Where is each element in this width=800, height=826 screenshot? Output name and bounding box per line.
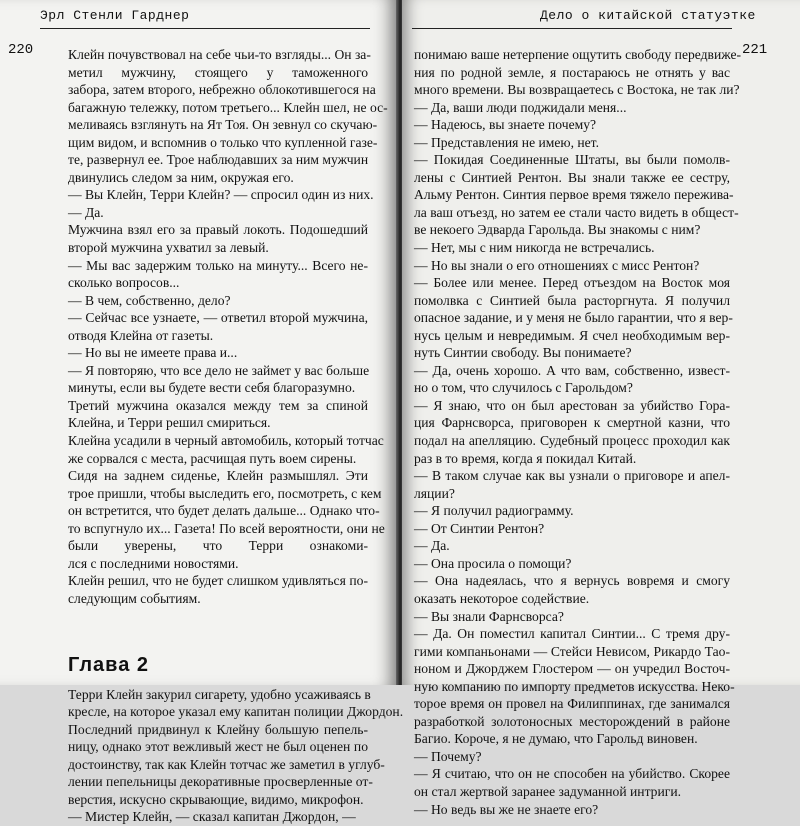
text-line: понимаю ваше нетерпение ощутить свободу передвиже-: [414, 47, 742, 62]
text-line: забора, затем второго, небрежно облокотившегося на: [68, 82, 376, 98]
text-line: — Она просила о помощи?: [414, 555, 572, 571]
text-line: Третий мужчина оказался между тем за спиной: [68, 397, 368, 413]
text-line: трое пришли, чтобы выследить его, посмотреть, с кем: [68, 485, 382, 501]
text-line: — Мы вас задержим только на минуту... Всего не-: [68, 257, 368, 273]
text-line: оказать некоторое содействие.: [414, 590, 590, 606]
text-line: разработкой золотоносных месторождений в районе: [414, 713, 730, 729]
text-line: — Нет, мы с ним никогда не встречались.: [414, 240, 655, 256]
text-line: ла ваш отъезд, но затем ее стали часто видеть в общест-: [414, 204, 739, 220]
text-line: Клейна, и Терри решил смириться.: [68, 415, 271, 431]
text-line: он стал жертвой заранее задуманной интриги.: [414, 783, 681, 799]
right-running-head: Дело о китайской статуэтке: [540, 8, 756, 23]
text-line: те, развернул ее. Трое наблюдавших за ним мужчин: [68, 152, 369, 168]
text-line: — Вы Клейн, Терри Клейн? — спросил один из них.: [68, 187, 374, 203]
text-line: — Но вы не имеете права и...: [68, 345, 238, 361]
left-running-head: Эрл Стенли Гарднер: [40, 8, 190, 23]
text-line: Мужчина взял его за правый локоть. Подошедший: [68, 222, 368, 238]
text-line: — Я получил радиограмму.: [414, 503, 574, 519]
text-line: ния по родной земле, я постараюсь не отнять у вас: [414, 64, 730, 80]
text-line: — Надеюсь, вы знаете почему?: [414, 117, 597, 133]
text-line: — Но ведь вы же не знаете его?: [414, 801, 599, 817]
text-line: — Почему?: [414, 748, 482, 764]
right-body: [414, 46, 742, 818]
text-line: — Представления не имею, нет.: [414, 134, 600, 150]
text-line: — В таком случае как вы узнали о приговоре и апел-: [414, 468, 730, 484]
text-line: отводя Клейна от газеты.: [68, 327, 214, 343]
text-line: ляции?: [414, 485, 455, 501]
text-line: сколько вопросов...: [68, 275, 180, 291]
text-line: лся с последними новостями.: [68, 555, 239, 571]
text-line: Багио. Короче, я не думаю, что Гарольд виновен.: [414, 731, 698, 747]
text-line: нуть Синтии свободу. Вы понимаете?: [414, 345, 632, 361]
text-line: — Да, ваши люди поджидали меня...: [414, 99, 627, 115]
right-header-rule: [412, 28, 732, 29]
text-line: следующим событиям.: [68, 590, 201, 606]
text-line: — Да.: [68, 204, 104, 220]
text-line: лены с Синтией Рентон. Вы знали также ее сестру,: [414, 169, 730, 185]
text-line: же сорвался с места, расчищая путь воем сирены.: [68, 450, 357, 466]
text-line: меливаясь взглянуть на Ят Тоя. Он зевнул со скучаю-: [68, 117, 378, 133]
text-line: — Да.: [414, 538, 450, 554]
right-page: [402, 0, 800, 817]
text-line: — Более или менее. Перед отъездом на Восток моя: [414, 275, 730, 291]
left-body-part-1: [68, 46, 388, 608]
text-line: но о том, что случилось с Гарольдом?: [414, 380, 633, 396]
text-line: ницу, однако этот вежливый жест не был оценен по: [68, 739, 368, 755]
text-line: верстия, искусно скрывающие, видимо, микрофон.: [68, 791, 364, 807]
left-text-column: [68, 46, 404, 826]
text-line: багажную тележку, потом третьего... Клейн шел, не ос-: [68, 99, 388, 115]
left-body-part-2: [68, 686, 404, 826]
text-line: — Да, очень хорошо. А что вам, собственно, извест-: [414, 362, 730, 378]
text-line: он встретится, что будет делать дальше... Однако что-: [68, 503, 380, 519]
text-line: ную компанию по импорту предметов искусства. Неко-: [414, 678, 735, 694]
text-line: — Сейчас все узнаете, — ответил второй мужчина,: [68, 310, 368, 326]
text-line: — Я повторяю, что все дело не займет у вас больше: [68, 362, 370, 378]
right-text-column: [414, 46, 742, 818]
text-line: ция Фарнсворса, приговорен к смертной казни, что: [414, 415, 730, 431]
left-header-rule: [40, 28, 370, 29]
text-line: — От Синтии Рентон?: [414, 520, 545, 536]
text-line: — Я знаю, что он был арестован за убийство Гора-: [414, 397, 730, 413]
text-line: — Да. Он поместил капитал Синтии... С тремя дру-: [414, 626, 730, 642]
text-line: Сидя на заднем сиденье, Клейн размышлял. Эти: [68, 468, 368, 484]
text-line: раз в то время, когда я покидал Китай.: [414, 450, 637, 466]
text-line: помолвка с Синтией была расторгнута. Я получил: [414, 292, 730, 308]
text-line: — Покидая Соединенные Штаты, вы были помолв-: [414, 152, 730, 168]
chapter-gap: [68, 608, 368, 630]
text-line: Клейн решил, что не будет слишком удивляться по-: [68, 573, 368, 589]
text-line: Клейна усадили в черный автомобиль, который тотчас: [68, 433, 384, 449]
text-line: второй мужчина ухватил за левый.: [68, 240, 269, 256]
text-line: Терри Клейн закурил сигарету, удобно усаживаясь в: [68, 686, 371, 702]
chapter-heading: Глава 2: [68, 653, 150, 676]
text-line: — Она надеялась, что я вернусь вовремя и смогу: [414, 573, 730, 589]
text-line: щим видом, и вспомнив о только что купленной газе-: [68, 134, 378, 150]
text-line: Альму Рентон. Синтия первое время тяжело пережива-: [414, 187, 734, 203]
text-line: двинулись следом за ним, окружая его.: [68, 169, 294, 185]
text-line: кресле, на которое указал ему капитан полиции Джордон.: [68, 704, 404, 720]
text-line: то вспугнуло их... Газета! По всей вероятности, они не: [68, 520, 385, 536]
text-line: — В чем, собственно, дело?: [68, 292, 231, 308]
text-line: Последний придвинул к Клейну большую пепель-: [68, 721, 368, 737]
text-line: минуты, если вы будете вести себя благоразумно.: [68, 380, 356, 396]
text-line: нусь целым и невредимым. Я счел необходимым вер-: [414, 327, 730, 343]
text-line: гими компаньонами — Стейси Невисом, Рикардо Тао-: [414, 643, 730, 659]
text-line: лении пепельницы декоративные просверленные от-: [68, 774, 373, 790]
text-line: — Но вы знали о его отношениях с мисс Рентон?: [414, 257, 700, 273]
text-line: подал на апелляцию. Судебный процесс проходил как: [414, 433, 730, 449]
text-line: опасное задание, и у меня не было гарантии, что я вер-: [414, 310, 733, 326]
text-line: торое время он провел на Филиппинах, где занимался: [414, 696, 730, 712]
text-line: достоинству, так как Клейн тотчас же заметил в углуб-: [68, 756, 385, 772]
left-page-number: 220: [8, 42, 34, 58]
text-line: были уверены, что Терри ознакоми-: [68, 538, 368, 554]
text-line: метил мужчину, стоящего у таможенного: [68, 64, 368, 80]
text-line: — Я считаю, что он не способен на убийство. Скорее: [414, 766, 730, 782]
text-line: много времени. Вы возвращаетесь с Востока, не так ли?: [414, 82, 740, 98]
text-line: ноном и Джорджем Глостером — он учредил Восточ-: [414, 661, 730, 677]
text-line: ве некоего Эдварда Гарольда. Вы знакомы с ним?: [414, 222, 701, 238]
text-line: — Вы знали Фарнсворса?: [414, 608, 564, 624]
text-line: Клейн почувствовал на себе чьи-то взгляды... Он за-: [68, 47, 371, 62]
text-line: — Мистер Клейн, — сказал капитан Джордон, —: [68, 809, 356, 825]
right-page-number: 221: [742, 42, 768, 58]
